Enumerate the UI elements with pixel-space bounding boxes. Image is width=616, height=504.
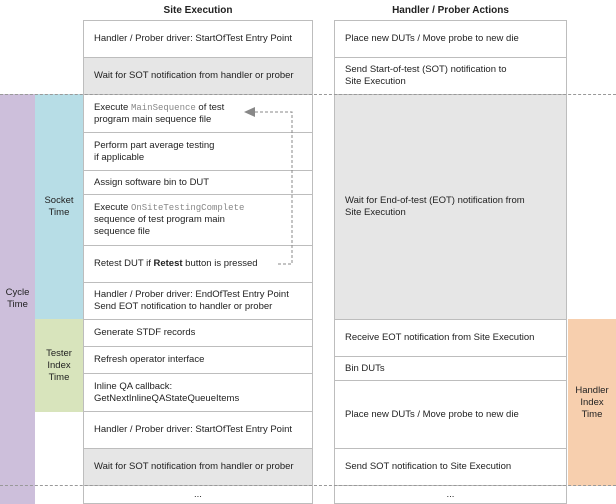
handler-index-label-2: Index	[580, 396, 604, 408]
socket-label-2: Time	[48, 206, 70, 218]
site-row-text: Wait for SOT notification from handler or prober	[94, 461, 294, 472]
site-execution-header: Site Execution	[163, 5, 233, 16]
site-row-text: Handler / Prober driver: StartOfTest Entry Point	[94, 33, 292, 44]
tester-label-2: Index	[47, 359, 71, 371]
main-sequence-code: MainSequence	[130, 102, 196, 113]
text-line: GetNextInlineQAStateQueueItems	[94, 392, 240, 404]
text-line: Handler / Prober driver: EndOfTest Entry Point	[94, 289, 289, 300]
handler-row-text: Receive EOT notification from Site Execution	[345, 332, 535, 343]
text-line: Site Execution	[345, 76, 406, 87]
tester-label-1: Tester	[46, 347, 72, 359]
text-line: Perform part average testing	[94, 139, 215, 151]
tester-label-3: Time	[48, 371, 70, 383]
handler-row-text: Send SOT notification to Site Execution	[345, 461, 512, 472]
ellipsis-text: ...	[446, 488, 455, 500]
text-line: Inline QA callback:	[94, 380, 173, 392]
site-row-text: Handler / Prober driver: StartOfTest Entry Point	[94, 424, 292, 435]
handler-index-label-1: Handler	[575, 384, 609, 396]
site-row-text: Assign software bin to DUT	[94, 176, 210, 188]
text-line: Send EOT notification to handler or prober	[94, 301, 273, 312]
text-line: Send Start-of-test (SOT) notification to	[345, 64, 507, 75]
text-fragment: sequence file	[94, 226, 150, 237]
socket-label-1: Socket	[44, 194, 74, 206]
handler-row-text: Bin DUTs	[345, 362, 385, 374]
text-line: if applicable	[94, 151, 145, 163]
text-fragment: sequence of test program main	[94, 214, 225, 225]
on-site-testing-complete-code: OnSiteTestingComplete	[130, 203, 245, 213]
text-fragment: Execute	[94, 101, 131, 113]
text-fragment: Retest DUT if	[94, 258, 154, 269]
site-row-text: Wait for SOT notification from handler or prober	[94, 70, 294, 81]
text-line: Wait for End-of-test (EOT) notification from	[345, 195, 525, 206]
text-fragment: of test	[195, 101, 225, 113]
handler-row-text: Place new DUTs / Move probe to new die	[345, 33, 519, 44]
text-fragment: Execute	[94, 202, 131, 213]
text-line: Site Execution	[345, 207, 406, 218]
handler-row-text: Place new DUTs / Move probe to new die	[345, 408, 519, 420]
site-row-text: Generate STDF records	[94, 327, 196, 338]
cycle-label-1: Cycle	[5, 287, 30, 298]
text-fragment: button is pressed	[182, 258, 258, 269]
site-row-text: Refresh operator interface	[94, 354, 205, 365]
ellipsis-text: ...	[194, 488, 202, 500]
handler-actions-header: Handler / Prober Actions	[392, 5, 509, 16]
text-fragment: program main sequence file	[94, 113, 212, 125]
retest-button-label: Retest	[153, 258, 183, 269]
cycle-label-2: Time	[7, 299, 28, 310]
handler-index-label-3: Time	[581, 408, 603, 420]
